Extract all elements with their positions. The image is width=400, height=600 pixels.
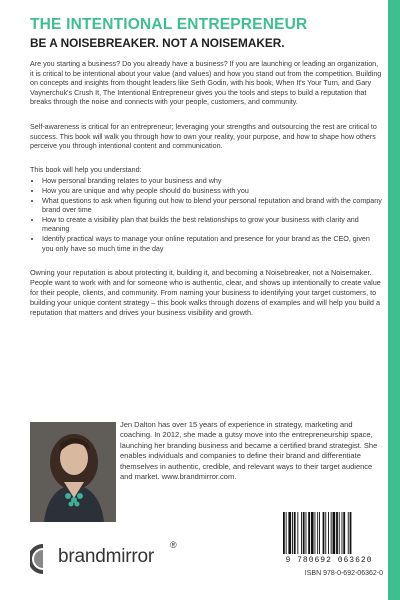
back-cover-content [30,0,382,318]
isbn-barcode [275,512,383,582]
list-item: • Identify practical ways to manage your online reputation and presence for your brand as the CEO, given you only have so much time in the day [42,235,382,254]
registered-mark: ® [170,540,177,550]
bullets-intro: This book will help you understand: [30,165,142,174]
barcode-icon [281,512,377,556]
author-bio-text: Jen Dalton has over 15 years of experience in strategy, marketing and coaching. In 2012, she made a gutsy move into the entrepreneurship space, launching her branding business and became a certified brand strategist. She enables individuals and companies to define their brand and differentiate themselves in authentic, credible, and relevant ways to their target audience and market. [120,420,378,482]
publisher-logo [30,538,190,578]
reputation-paragraph: Owning your reputation is about protecting it, building it, and becoming a Noisebreaker, not a Noisemaker. People want to work with and for someone who is authentic, clear, and shows up intentionally to create value for their people, clients, and community. From naming your business to identifying your target customers, to building your unique content strategy – this book walks through dozens of examples and will help you build a reputation that matters and drives your business visibility and growth. [30,268,381,318]
author-portrait-icon [30,422,116,522]
intro-paragraph: Are you starting a business? Do you already have a business? If you are launching or leading an organization, it is critical to be intentional about your value (and values) and how you stand out from the competition. Building on concepts and insights from thought leaders like Seth Godin, with his book, When It's Your Turn, and Gary Vaynerchuk's Crush It, The Intentional Entrepreneur gives you the tools and steps to build a reputation that breaks through the noise and connects with your people, customers, and community. [30,60,382,107]
barcode-digits: 9 780692 063620 [285,556,373,565]
author-photo [30,422,116,522]
author-bio [120,420,382,482]
list-item: • What questions to ask when figuring out how to blend your personal reputation and brand with the company brand over time [42,197,382,216]
self-awareness-paragraph: Self-awareness is critical for an entrepreneur; leveraging your strengths and outsourcing the rest are critical to success. This book will walk you through how to own your reality, your purpose, and how to shape how others perceive you through intentional content and communication. [30,122,377,151]
author-website[interactable]: www.brandmirror.com. [161,472,237,482]
book-title: THE INTENTIONAL ENTREPRENEUR [30,16,308,33]
list-item: • How to create a visibility plan that builds the best relationships to grow your business with clarity and meaning [42,216,382,235]
green-spine-strip [388,0,400,600]
isbn-number: ISBN 978-0-692-06362-0 [304,570,383,577]
benefits-list [30,177,382,254]
list-item: • How personal branding relates to your business and why [42,177,382,187]
publisher-logo-text: brandmirror [58,546,154,567]
list-item: • How you are unique and why people should do business with you [42,187,382,197]
brandmirror-logo-icon [30,542,56,576]
book-subtitle: BE A NOISEBREAKER. NOT A NOISEMAKER. [30,36,285,50]
